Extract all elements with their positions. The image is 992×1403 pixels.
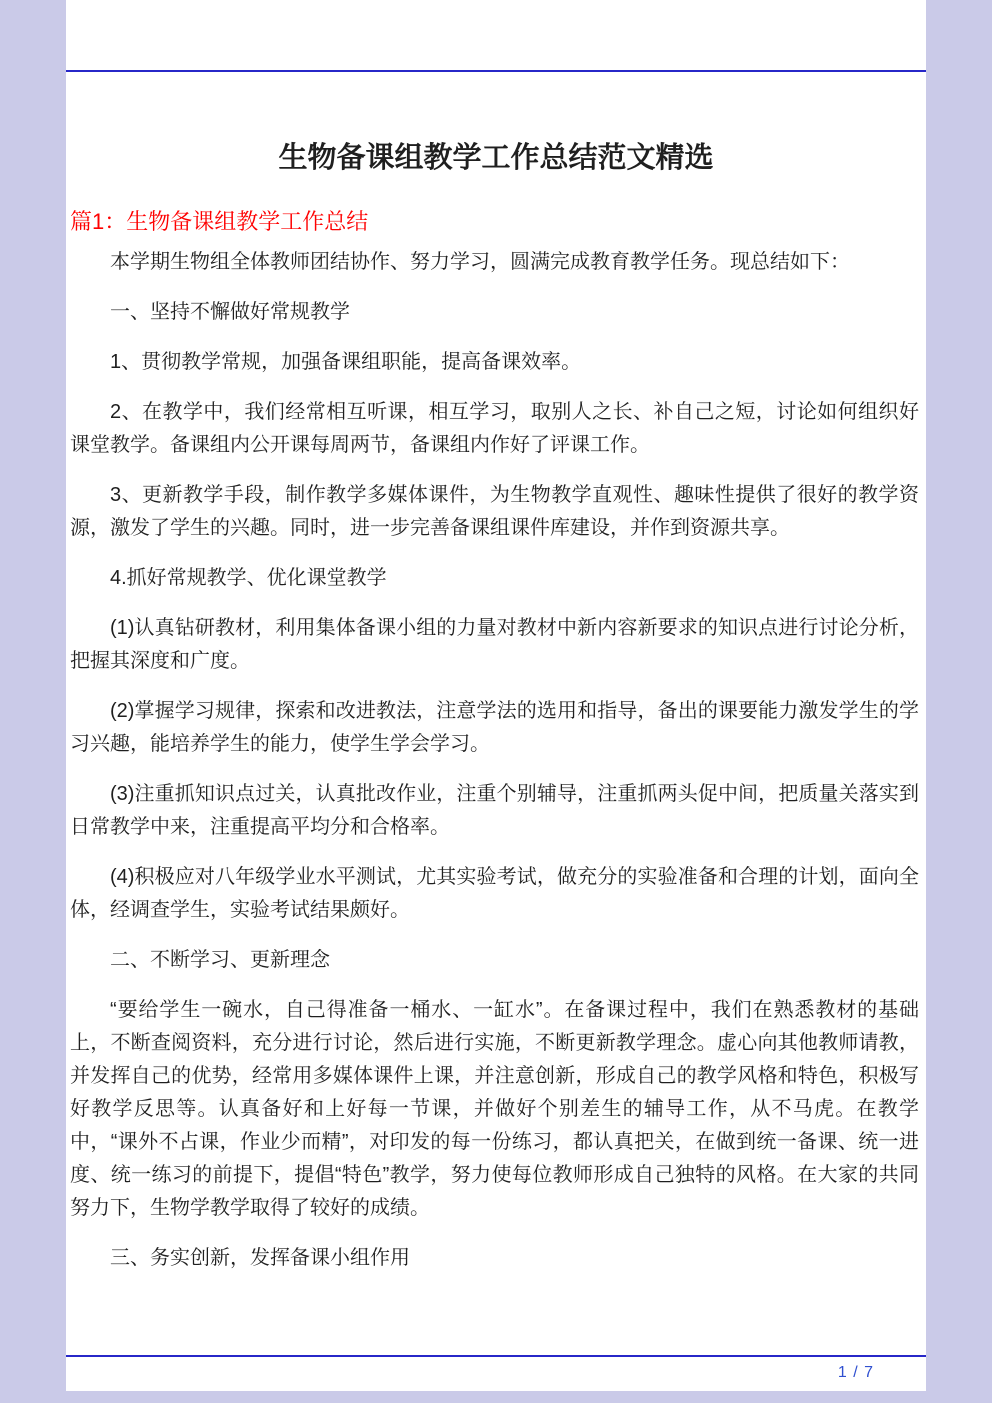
paragraph: (3)注重抓知识点过关，认真批改作业，注重个别辅导，注重抓两头促中间，把质量关落实到日常教学中来，注重提高平均分和合格率。 [70, 783, 919, 838]
paragraph: 二、不断学习、更新理念 [110, 949, 330, 971]
paragraph: “要给学生一碗水，自己得准备一桶水、一缸水”。在备课过程中，我们在熟悉教材的基础上，不断查阅资料，充分进行讨论，然后进行实施，不断更新教学理念。虚心向其他教师请教，并发挥自己的优势，经常用多媒体课件上课，并注意创新，形成自己的教学风格和特色，积极写好教学反思等。认真备好和上好每一节课，并做好个别差生的辅导工作，从不马虎。在教学中，“课外不占课，作业少而精”，对印发的每一份练习，都认真把关，在做到统一备课、统一进度、统一练习的前提下，提倡“特色”教学，努力使每位教师形成自己独特的风格。在大家的共同努力下，生物学教学取得了较好的成绩。 [70, 999, 919, 1219]
paragraph: 1、贯彻教学常规，加强备课组职能，提高备课效率。 [110, 351, 582, 373]
page-number: 1 / 7 [837, 1364, 874, 1381]
document-page [66, 0, 926, 1391]
paragraph: 三、务实创新，发挥备课小组作用 [110, 1247, 410, 1269]
bottom-divider-line [66, 1355, 926, 1357]
paragraph: 一、坚持不懈做好常规教学 [110, 301, 350, 323]
paragraph: (1)认真钻研教材，利用集体备课小组的力量对教材中新内容新要求的知识点进行讨论分析，把握其深度和广度。 [70, 617, 919, 672]
paragraph: 2、在教学中，我们经常相互听课，相互学习，取别人之长、补自己之短，讨论如何组织好课堂教学。备课组内公开课每周两节，备课组内作好了评课工作。 [70, 401, 919, 456]
top-divider-line [66, 70, 926, 72]
paragraph: 本学期生物组全体教师团结协作、努力学习，圆满完成教育教学任务。现总结如下： [110, 251, 850, 273]
paragraph: 4.抓好常规教学、优化课堂教学 [110, 567, 387, 589]
document-body [70, 246, 919, 1292]
section-heading: 篇1：生物备课组教学工作总结 [70, 209, 369, 235]
paragraph: (2)掌握学习规律，探索和改进教法，注意学法的选用和指导，备出的课要能力激发学生的学习兴趣，能培养学生的能力，使学生学会学习。 [70, 700, 919, 755]
document-title: 生物备课组教学工作总结范文精选 [278, 142, 714, 175]
paragraph: 3、更新教学手段，制作教学多媒体课件，为生物教学直观性、趣味性提供了很好的教学资源，激发了学生的兴趣。同时，进一步完善备课组课件库建设，并作到资源共享。 [70, 484, 919, 539]
paragraph: (4)积极应对八年级学业水平测试，尤其实验考试，做充分的实验准备和合理的计划，面向全体，经调查学生，实验考试结果颇好。 [70, 866, 919, 921]
